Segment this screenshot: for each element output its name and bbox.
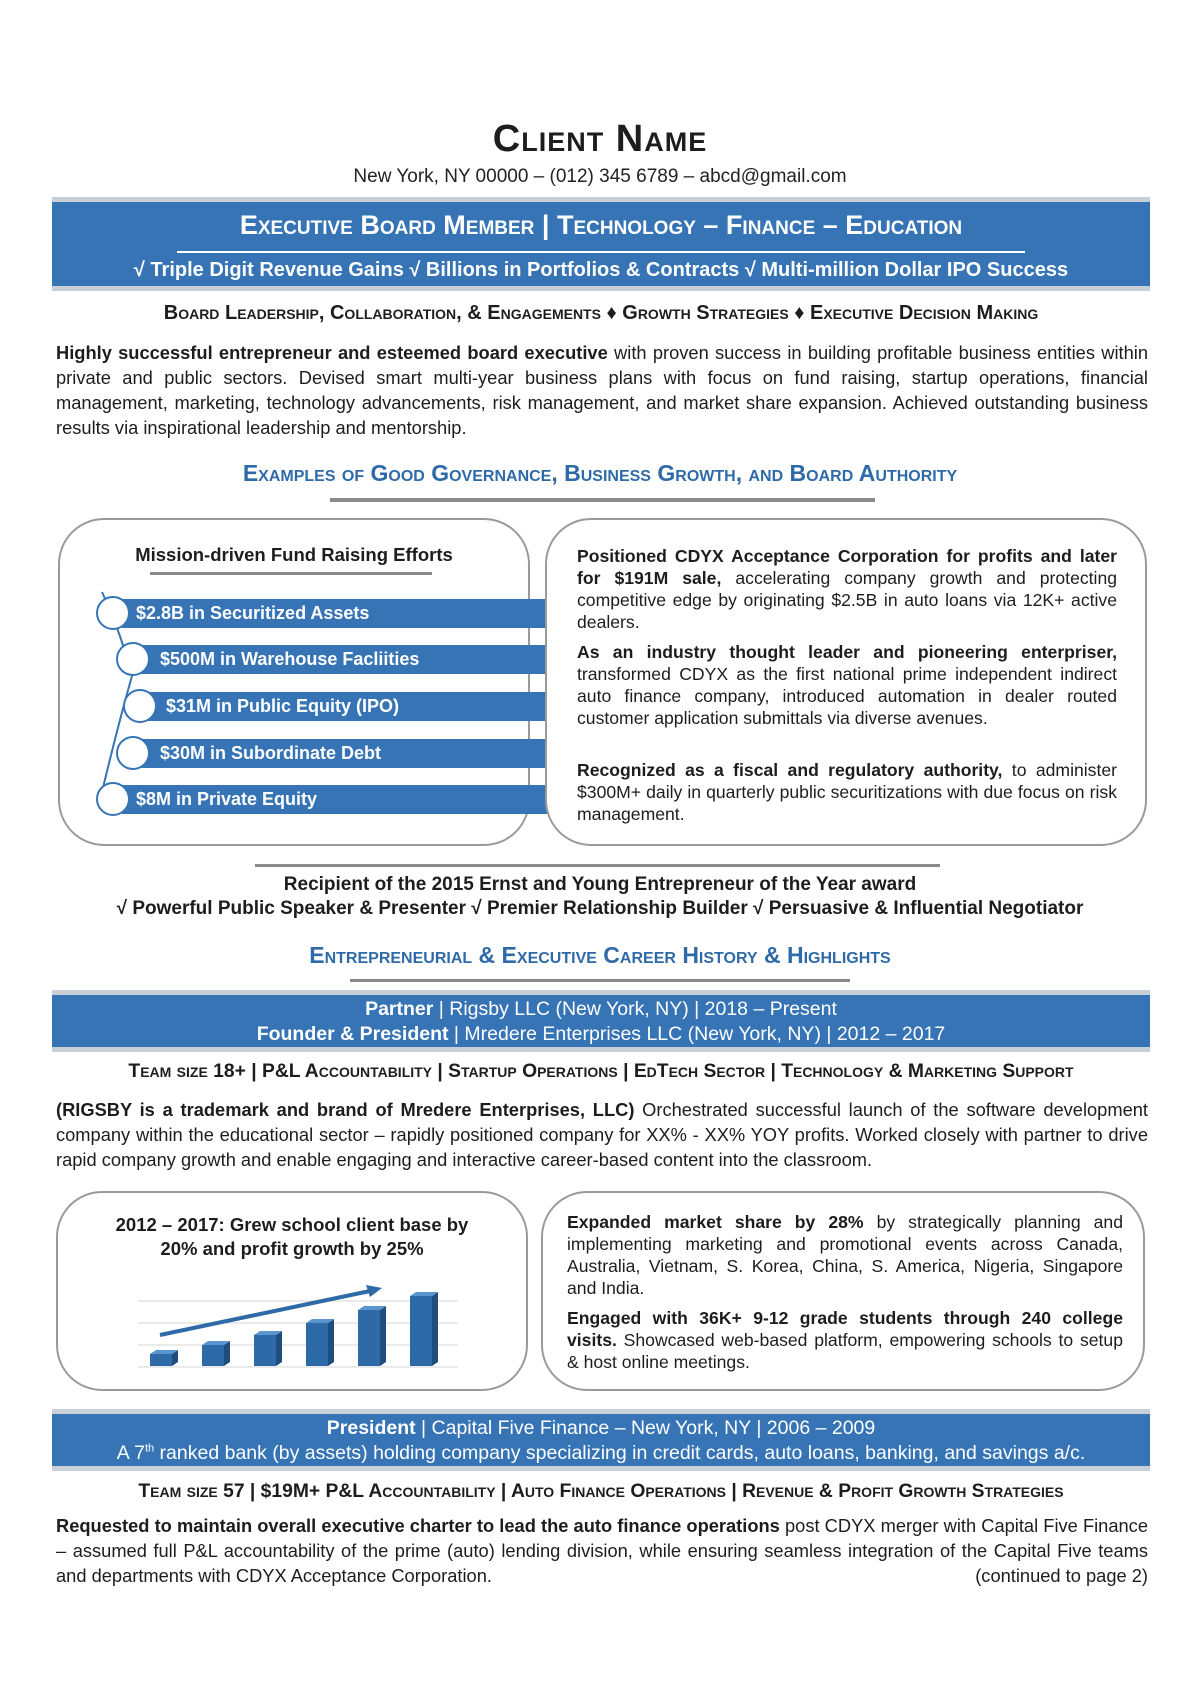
company-description bbox=[52, 1442, 1150, 1465]
president-text: post CDYX merger with Capital Five Finance – assumed full P&L accountability of the prime (auto) lending division, while ensuring seamless integration of the Capital Five teams and departments with CDYX Acceptance Corporation. bbox=[56, 1515, 1148, 1586]
headline-band bbox=[52, 197, 1150, 291]
role-detail: | Mredere Enterprises LLC (New York, NY) | 2012 – 2017 bbox=[448, 1023, 946, 1045]
role-band-capital-five bbox=[52, 1409, 1150, 1471]
growth-arrow-icon bbox=[160, 1285, 382, 1335]
role-band-rigsby-mredere bbox=[52, 990, 1150, 1052]
growth-panel bbox=[56, 1191, 528, 1391]
cdyx-achievement bbox=[577, 641, 1117, 729]
fund-item-bar bbox=[122, 785, 554, 814]
fund-raising-title: Mission-driven Fund Raising Efforts bbox=[135, 544, 453, 565]
continued-note: (continued to page 2) bbox=[975, 1565, 1148, 1586]
role-partner bbox=[52, 998, 1150, 1021]
timeline-node-icon bbox=[96, 596, 130, 630]
fund-item-label: $2.8B in Securitized Assets bbox=[136, 603, 370, 623]
cdyx-achievement-text: accelerating company growth and protecting competitive edge by originating $2.5B in auto loans via 12K+ active dealers. bbox=[577, 568, 1118, 632]
fund-item-bar bbox=[138, 645, 554, 674]
role-detail: | Rigsby LLC (New York, NY) | 2018 – Present bbox=[433, 998, 837, 1020]
company-description-text: A 7 bbox=[116, 1442, 145, 1464]
cdyx-achievement bbox=[577, 545, 1117, 633]
market-achievement bbox=[567, 1307, 1123, 1373]
headline-title: Executive Board Member | Technology – Finance – Education bbox=[239, 210, 963, 240]
traits-line: √ Powerful Public Speaker & Presenter √ Premier Relationship Builder √ Persuasive & Influential Negotiator bbox=[116, 898, 1084, 919]
market-achievement-bold: Expanded market share by 28% bbox=[567, 1212, 864, 1232]
role-detail: | Capital Five Finance – New York, NY | 2006 – 2009 bbox=[415, 1417, 876, 1439]
market-achievement bbox=[567, 1211, 1123, 1299]
fund-item-bar bbox=[138, 739, 554, 768]
rigsby-paragraph bbox=[56, 1097, 1148, 1172]
cdyx-achievement-text: transformed CDYX as the first national prime independent indirect auto finance company, introduced automation in dealer routed customer application submittals via diverse avenues. bbox=[577, 664, 1117, 728]
growth-chart-graphic bbox=[138, 1283, 458, 1373]
rigsby-text: Orchestrated successful launch of the software development company within the educational sector – rapidly positioned company for XX% - XX% YOY profits. Worked closely with partner to drive rapid company growth and enable engaging and interactive career-based content into the classroom. bbox=[56, 1099, 1148, 1170]
award-line: Recipient of the 2015 Ernst and Young Entrepreneur of the Year award bbox=[283, 874, 917, 895]
cdyx-achievement bbox=[577, 759, 1117, 825]
governance-heading: Examples of Good Governance, Business Growth, and Board Authority bbox=[242, 460, 958, 486]
summary-bold: Highly successful entrepreneur and esteemed board executive bbox=[56, 342, 608, 363]
president-bold: Requested to maintain overall executive charter to lead the auto finance operations bbox=[56, 1515, 780, 1536]
role-title: Partner bbox=[365, 998, 434, 1020]
summary-text: with proven success in building profitable business entities within private and public sectors. Devised smart multi-year business plans with focus on fund raising, startup operations, financial management, marketing, technology advancements, risk management, and market share expansion. Achieved outstanding business results via inspirational leadership and mentorship. bbox=[56, 342, 1148, 438]
fund-item-label: $500M in Warehouse Facliities bbox=[160, 649, 420, 669]
role-president bbox=[52, 1417, 1150, 1440]
role-title: President bbox=[326, 1417, 416, 1439]
ordinal-suffix: th bbox=[144, 1442, 155, 1455]
headline-divider bbox=[177, 251, 1025, 253]
cdyx-achievement-bold: Positioned CDYX Acceptance Corporation for profits and later for $191M sale, bbox=[577, 546, 1117, 588]
timeline-node-icon bbox=[96, 782, 130, 816]
career-heading: Entrepreneurial & Executive Career History & Highlights bbox=[309, 942, 891, 968]
fund-item-label: $8M in Private Equity bbox=[136, 789, 318, 809]
career-divider bbox=[350, 979, 850, 982]
fund-raising-panel bbox=[58, 518, 530, 846]
cdyx-achievement-text: to administer $300M+ daily in quarterly public securitizations with due focus on risk management. bbox=[577, 760, 1117, 824]
cdyx-achievements-panel bbox=[545, 518, 1147, 846]
cdyx-achievement-bold: Recognized as a fiscal and regulatory authority, bbox=[577, 760, 1003, 780]
award-divider bbox=[255, 864, 940, 867]
team-scope-line: Team size 18+ | P&L Accountability | Startup Operations | EdTech Sector | Technology & Marketing Support bbox=[128, 1061, 1074, 1082]
timeline-node-icon bbox=[116, 642, 150, 676]
summary-paragraph bbox=[56, 340, 1148, 440]
cdyx-achievement-bold: As an industry thought leader and pioneering enterpriser, bbox=[577, 642, 1117, 662]
market-achievements-panel bbox=[541, 1191, 1145, 1391]
market-achievement-text: Showcased web-based platform, empowering schools to setup & host online meetings. bbox=[567, 1330, 1123, 1372]
team-scope-line: Team size 57 | $19M+ P&L Accountability | Auto Finance Operations | Revenue & Profit Growth Strategies bbox=[138, 1481, 1064, 1502]
contact-info: New York, NY 00000 – (012) 345 6789 – abcd@gmail.com bbox=[353, 166, 847, 187]
fund-item-bar bbox=[122, 599, 554, 628]
fund-item-label: $30M in Subordinate Debt bbox=[160, 743, 382, 763]
role-title: Founder & President bbox=[256, 1023, 449, 1045]
governance-divider bbox=[330, 498, 875, 502]
timeline-node-icon bbox=[123, 689, 157, 723]
president-paragraph bbox=[56, 1513, 1148, 1588]
fund-item-label: $31M in Public Equity (IPO) bbox=[166, 696, 400, 716]
focus-areas: Board Leadership, Collaboration, & Engagements ♦ Growth Strategies ♦ Executive Decision Making bbox=[163, 302, 1039, 324]
role-founder-president bbox=[52, 1023, 1150, 1046]
rigsby-bold: (RIGSBY is a trademark and brand of Mredere Enterprises, LLC) bbox=[56, 1099, 635, 1120]
company-description-text: ranked bank (by assets) holding company specializing in credit cards, auto loans, banking, and savings a/c. bbox=[154, 1442, 1086, 1464]
client-name: Client Name bbox=[492, 118, 708, 160]
market-achievement-bold: Engaged with 36K+ 9-12 grade students through 240 college visits. bbox=[567, 1308, 1123, 1350]
growth-title: 2012 – 2017: Grew school client base by 20% and profit growth by 25% bbox=[115, 1214, 469, 1259]
fund-item-bar bbox=[144, 692, 554, 721]
market-achievement-text: by strategically planning and implementing marketing and promotional events across Canada, Australia, Vietnam, S. Korea, China, S. America, Nigeria, Singapore and India. bbox=[567, 1212, 1123, 1298]
headline-subtitle: √ Triple Digit Revenue Gains √ Billions in Portfolios & Contracts √ Multi-million Dollar IPO Success bbox=[133, 259, 1069, 281]
timeline-node-icon bbox=[116, 736, 150, 770]
